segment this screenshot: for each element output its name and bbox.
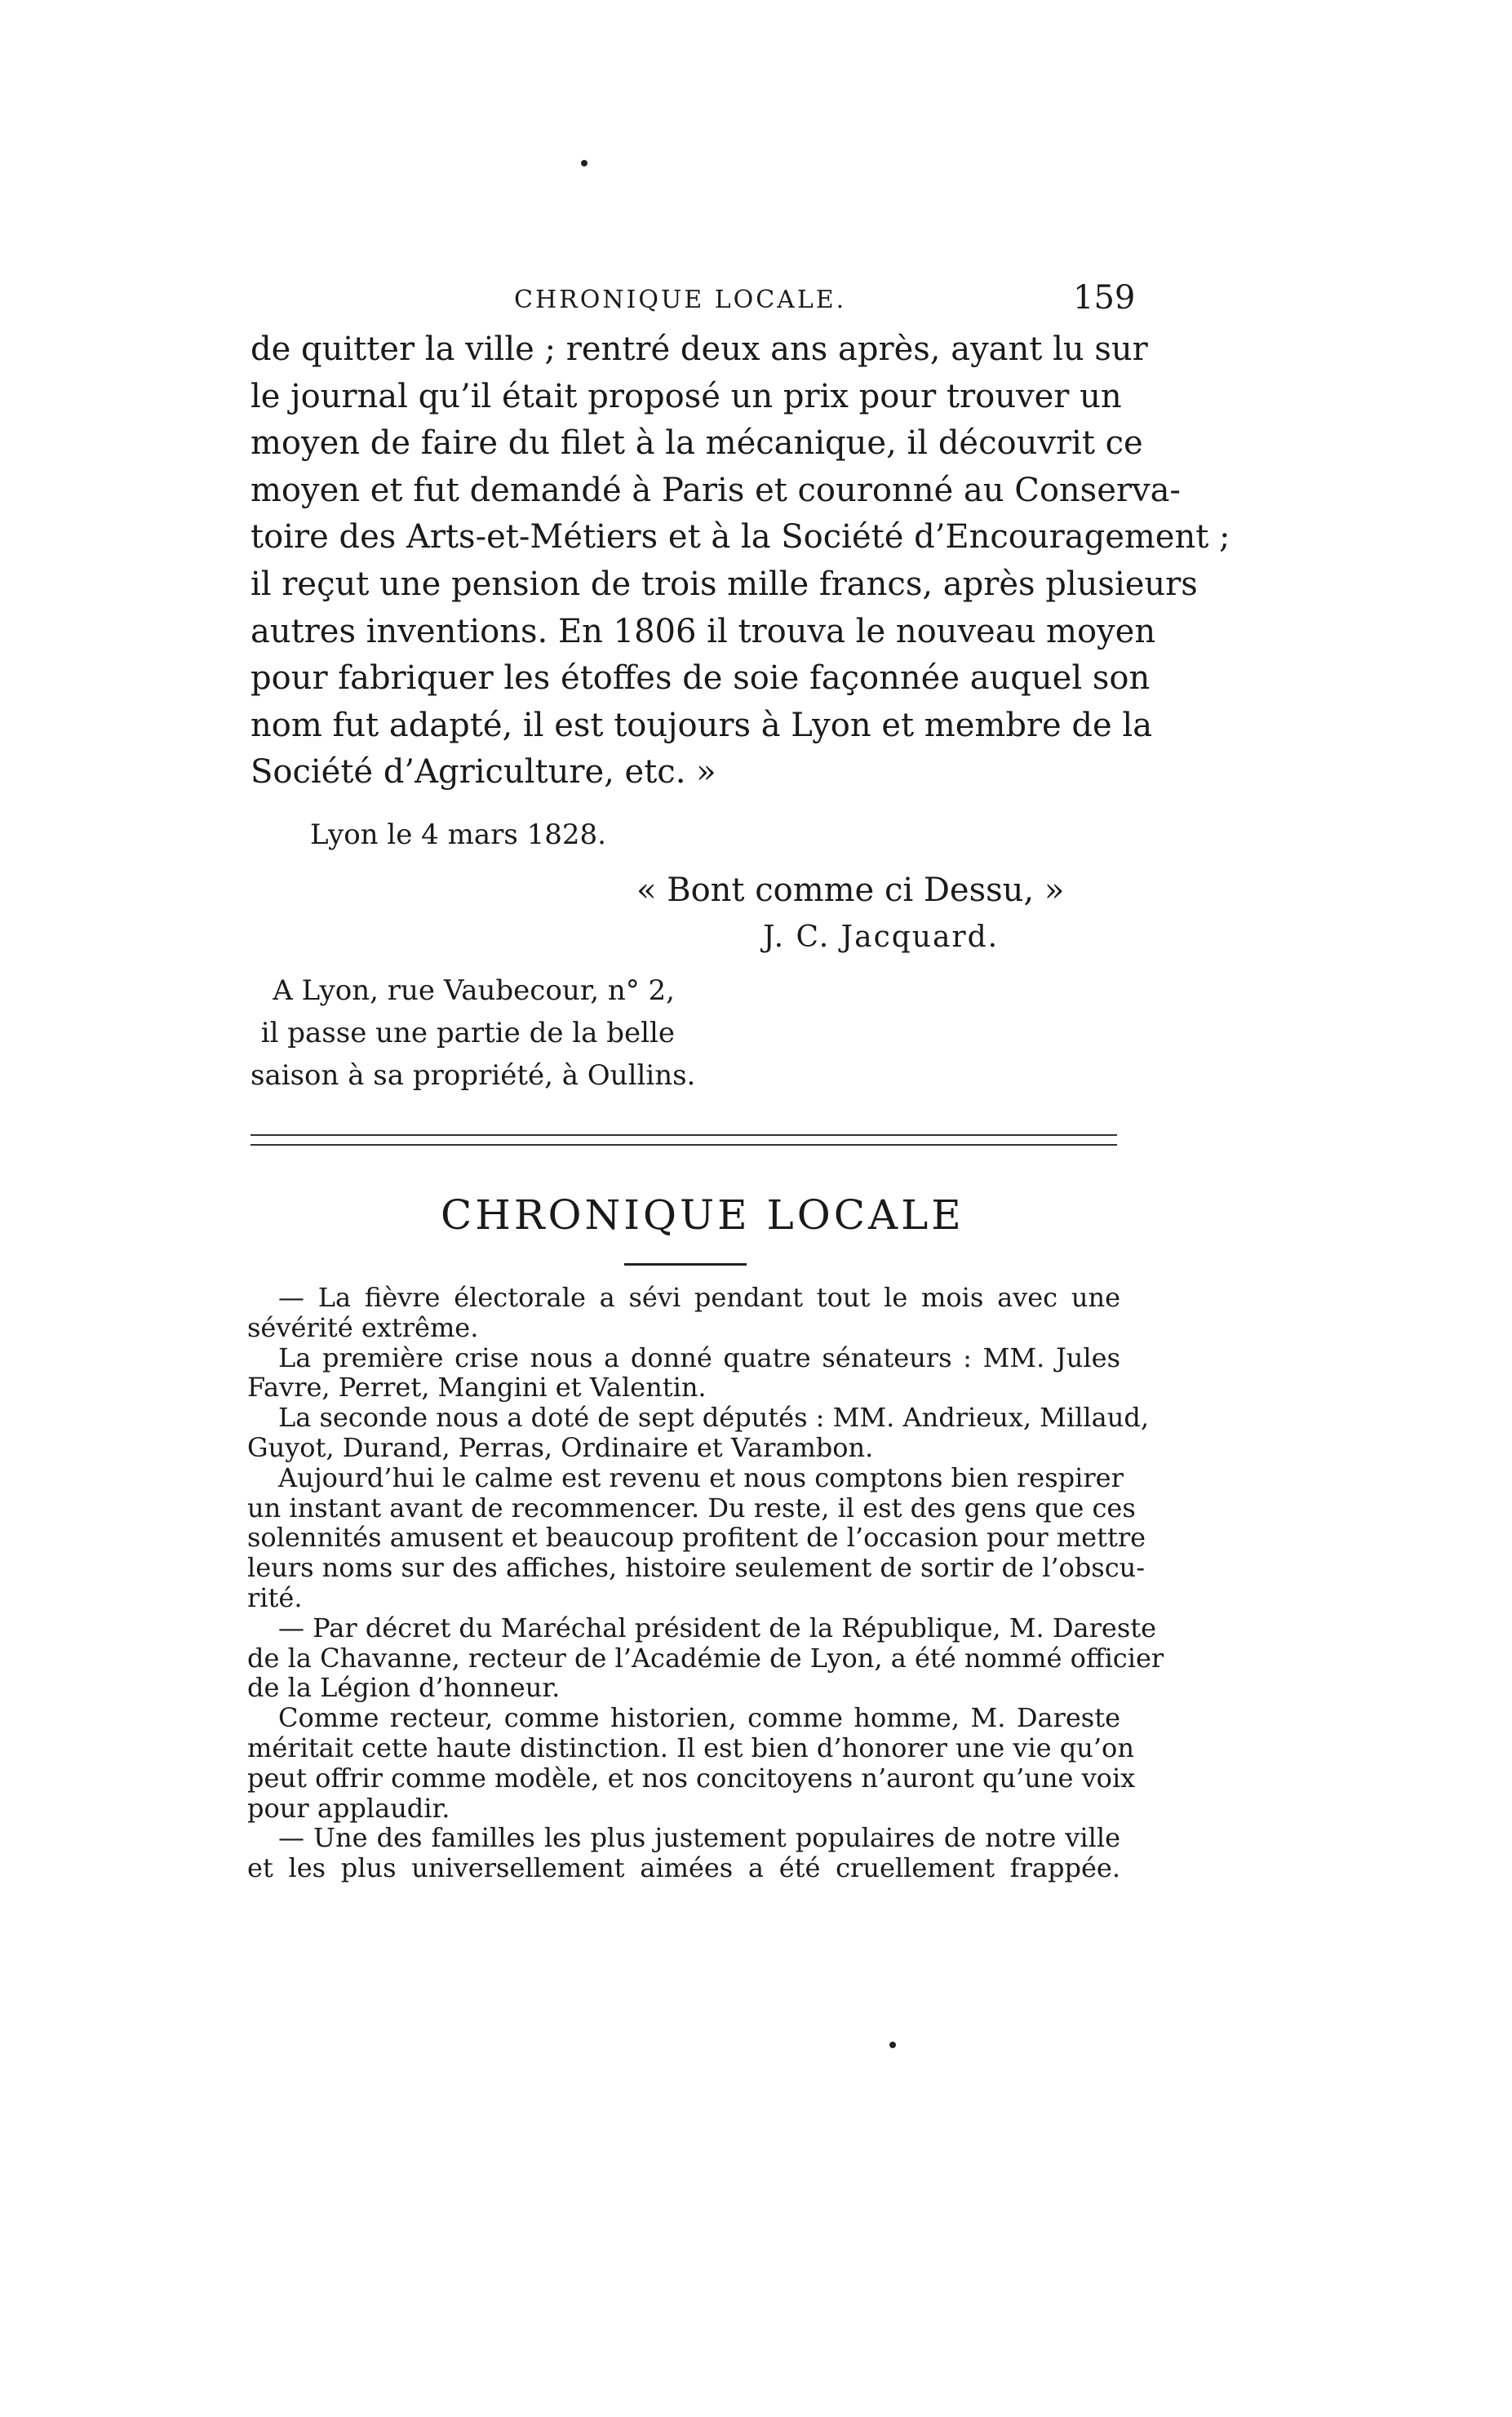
- text-line: le journal qu’il était proposé un prix pour trouver un: [251, 377, 1122, 415]
- text-line: toire des Arts-et-Métiers et à la Société d’Encouragement ;: [251, 518, 1230, 557]
- section-divider: [251, 1134, 1117, 1146]
- text-line: peut offrir comme modèle, et nos concitoyens n’auront qu’une voix: [247, 1762, 1136, 1794]
- title-underline: [624, 1263, 747, 1266]
- text-line: La première crise nous a donné quatre sénateurs : MM. Jules: [278, 1342, 1120, 1373]
- text-line: moyen et fut demandé à Paris et couronné au Conserva-: [251, 471, 1181, 509]
- address-line: A Lyon, rue Vaubecour, n° 2,: [273, 974, 675, 1007]
- text-line: méritait cette haute distinction. Il est bien d’honorer une vie qu’on: [247, 1732, 1134, 1763]
- address-block: [251, 969, 696, 1097]
- text-line: — Par décret du Maréchal président de la République, M. Dareste: [278, 1612, 1157, 1643]
- text-line: il reçut une pension de trois mille francs, après plusieurs: [251, 565, 1198, 603]
- text-line: — La fièvre électorale a sévi pendant tout le mois avec une: [278, 1282, 1120, 1313]
- section-title: CHRONIQUE LOCALE: [441, 1191, 964, 1239]
- text-line: Favre, Perret, Mangini et Valentin.: [247, 1372, 707, 1404]
- text-line: de la Légion d’honneur.: [247, 1672, 561, 1704]
- text-line: Aujourd’hui le calme est revenu et nous comptons bien respirer: [278, 1461, 1124, 1493]
- text-line: et les plus universellement aimées a été cruellement frappée.: [247, 1852, 1120, 1884]
- text-line: pour applaudir.: [247, 1792, 450, 1824]
- signature: J. C. Jacquard.: [763, 920, 1000, 954]
- text-line: moyen de faire du filet à la mécanique, il découvrit ce: [251, 424, 1143, 463]
- text-line: pour fabriquer les étoffes de soie façonnée auquel son: [251, 659, 1151, 698]
- chronique-body: [247, 1282, 1164, 1884]
- text-line: Guyot, Durand, Perras, Ordinaire et Varambon.: [247, 1431, 874, 1463]
- letter-closing: « Bont comme ci Dessu, »: [636, 871, 1065, 909]
- text-line: — Une des familles les plus justement populaires de notre ville: [278, 1822, 1120, 1854]
- dateline: Lyon le 4 mars 1828.: [310, 818, 606, 851]
- continuation-paragraph: [251, 326, 1230, 796]
- text-line: autres inventions. En 1806 il trouva le nouveau moyen: [251, 612, 1156, 650]
- text-line: Comme recteur, comme historien, comme homme, M. Dareste: [278, 1702, 1120, 1734]
- text-line: Société d’Agriculture, etc. »: [251, 753, 716, 792]
- text-line: sévérité extrême.: [247, 1311, 479, 1343]
- print-speck: [581, 160, 588, 166]
- text-line: La seconde nous a doté de sept députés : MM. Andrieux, Millaud,: [278, 1402, 1149, 1434]
- text-line: rité.: [247, 1581, 303, 1613]
- address-line: saison à sa propriété, à Oullins.: [251, 1059, 696, 1092]
- address-line: il passe une partie de la belle: [260, 1017, 675, 1049]
- text-line: un instant avant de recommencer. Du reste, il est des gens que ces: [247, 1492, 1136, 1523]
- page-number: 159: [1073, 279, 1136, 317]
- text-line: solennités amusent et beaucoup profitent de l’occasion pour mettre: [247, 1522, 1146, 1554]
- text-line: de quitter la ville ; rentré deux ans après, ayant lu sur: [251, 330, 1148, 368]
- text-line: de la Chavanne, recteur de l’Académie de Lyon, a été nommé officier: [247, 1642, 1164, 1674]
- text-line: nom fut adapté, il est toujours à Lyon et membre de la: [251, 706, 1153, 744]
- print-speck: [889, 2042, 896, 2048]
- running-head: CHRONIQUE LOCALE.: [514, 286, 847, 314]
- text-line: leurs noms sur des affiches, histoire seulement de sortir de l’obscu-: [247, 1552, 1146, 1584]
